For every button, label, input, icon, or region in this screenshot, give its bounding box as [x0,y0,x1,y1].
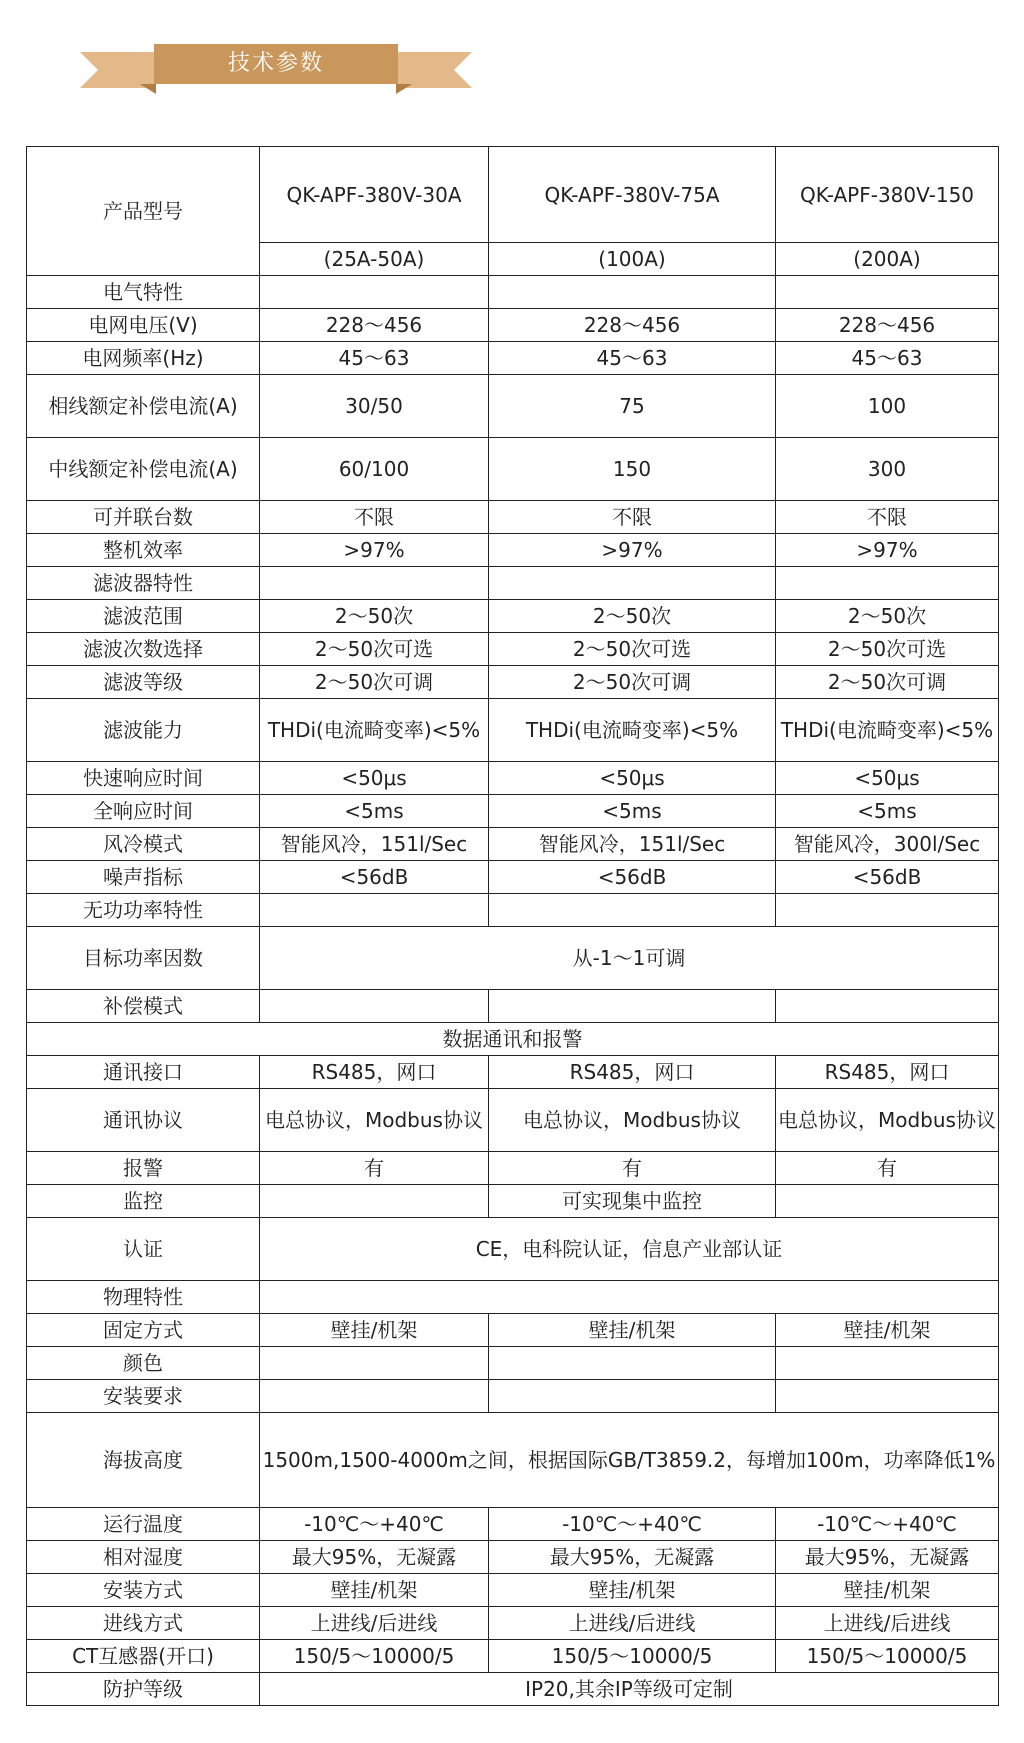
table-row [27,1607,999,1640]
value-cell: 228～456 [489,309,776,342]
model-cell: QK-APF-380V-75A [489,147,776,243]
current-cell: (100A) [489,243,776,276]
row-label: 报警 [27,1152,260,1185]
value-cell: 300 [776,438,999,501]
value-cell: 45～63 [776,342,999,375]
row-label: 颜色 [27,1347,260,1380]
row-label: 认证 [27,1218,260,1281]
table-row [27,1413,999,1508]
value-cell [489,567,776,600]
row-label: 风冷模式 [27,828,260,861]
merged-value-cell [260,1281,999,1314]
spec-table [26,146,999,1706]
table-row [27,309,999,342]
row-label: 整机效率 [27,534,260,567]
row-label: 滤波器特性 [27,567,260,600]
value-cell: 上进线/后进线 [489,1607,776,1640]
table-row [27,1056,999,1089]
row-label: 物理特性 [27,1281,260,1314]
value-cell: <50μs [489,762,776,795]
value-cell: 不限 [260,501,489,534]
table-row [27,1380,999,1413]
value-cell: 壁挂/机架 [489,1314,776,1347]
table-row [27,1185,999,1218]
value-cell [776,1347,999,1380]
value-cell: 可实现集中监控 [489,1185,776,1218]
row-label: 电网电压(V) [27,309,260,342]
value-cell: 2～50次 [776,600,999,633]
value-cell: <56dB [776,861,999,894]
table-row [27,342,999,375]
value-cell: 有 [776,1152,999,1185]
value-cell [776,1380,999,1413]
value-cell: 100 [776,375,999,438]
value-cell [260,1185,489,1218]
value-cell: 2～50次可选 [489,633,776,666]
value-cell: 45～63 [260,342,489,375]
value-cell: -10℃～+40℃ [776,1508,999,1541]
value-cell: 2～50次可调 [260,666,489,699]
row-label: 安装要求 [27,1380,260,1413]
table-row [27,438,999,501]
value-cell [260,1380,489,1413]
row-label: 防护等级 [27,1673,260,1706]
value-cell: 上进线/后进线 [776,1607,999,1640]
row-label: 相线额定补偿电流(A) [27,375,260,438]
table-row [27,1152,999,1185]
value-cell: 电总协议，Modbus协议 [260,1089,489,1152]
row-label: CT互感器(开口) [27,1640,260,1673]
value-cell: 150/5～10000/5 [260,1640,489,1673]
table-row [27,894,999,927]
current-cell: (200A) [776,243,999,276]
value-cell: 150 [489,438,776,501]
merged-value-cell: CE，电科院认证，信息产业部认证 [260,1218,999,1281]
row-label: 可并联台数 [27,501,260,534]
header-label: 产品型号 [27,147,260,276]
row-label: 相对湿度 [27,1541,260,1574]
row-label: 滤波等级 [27,666,260,699]
merged-value-cell: 1500m,1500-4000m之间，根据国际GB/T3859.2，每增加100m，功率降低1% [260,1413,999,1508]
value-cell: 壁挂/机架 [776,1574,999,1607]
row-label: 通讯协议 [27,1089,260,1152]
value-cell: 60/100 [260,438,489,501]
table-row [27,990,999,1023]
value-cell: <56dB [260,861,489,894]
value-cell [776,567,999,600]
value-cell: THDi(电流畸变率)<5% [260,699,489,762]
table-row [27,1023,999,1056]
row-label: 通讯接口 [27,1056,260,1089]
value-cell: 228～456 [776,309,999,342]
row-label: 监控 [27,1185,260,1218]
table-row [27,276,999,309]
value-cell [489,894,776,927]
value-cell: RS485，网口 [489,1056,776,1089]
value-cell: THDi(电流畸变率)<5% [489,699,776,762]
table-row [27,666,999,699]
table-row [27,1281,999,1314]
value-cell: <5ms [260,795,489,828]
value-cell: 45～63 [489,342,776,375]
value-cell: -10℃～+40℃ [260,1508,489,1541]
row-label: 快速响应时间 [27,762,260,795]
value-cell: -10℃～+40℃ [489,1508,776,1541]
value-cell: <50μs [260,762,489,795]
value-cell [260,567,489,600]
row-label: 无功功率特性 [27,894,260,927]
model-cell: QK-APF-380V-150 [776,147,999,243]
table-row [27,1673,999,1706]
value-cell: 2～50次可选 [260,633,489,666]
table-row [27,1089,999,1152]
table-row [27,1574,999,1607]
row-label: 噪声指标 [27,861,260,894]
value-cell: 不限 [489,501,776,534]
value-cell: 壁挂/机架 [776,1314,999,1347]
table-row [27,600,999,633]
value-cell: 壁挂/机架 [260,1574,489,1607]
value-cell: 最大95%，无凝露 [776,1541,999,1574]
value-cell: 电总协议，Modbus协议 [776,1089,999,1152]
table-row [27,1640,999,1673]
value-cell: <50μs [776,762,999,795]
value-cell: 智能风冷，300l/Sec [776,828,999,861]
row-label: 海拔高度 [27,1413,260,1508]
value-cell: 有 [489,1152,776,1185]
value-cell [489,1347,776,1380]
value-cell: 228～456 [260,309,489,342]
value-cell: <56dB [489,861,776,894]
table-row [27,927,999,990]
table-row [27,795,999,828]
value-cell [776,276,999,309]
value-cell: 智能风冷，151l/Sec [260,828,489,861]
table-row [27,375,999,438]
row-label: 电网频率(Hz) [27,342,260,375]
value-cell: 电总协议，Modbus协议 [489,1089,776,1152]
row-label: 目标功率因数 [27,927,260,990]
row-label: 滤波次数选择 [27,633,260,666]
model-cell: QK-APF-380V-30A [260,147,489,243]
table-row [27,861,999,894]
value-cell [776,1185,999,1218]
table-row [27,1314,999,1347]
value-cell: 有 [260,1152,489,1185]
row-label: 固定方式 [27,1314,260,1347]
value-cell: 上进线/后进线 [260,1607,489,1640]
table-row [27,699,999,762]
value-cell: 2～50次可调 [776,666,999,699]
value-cell: THDi(电流畸变率)<5% [776,699,999,762]
value-cell: RS485，网口 [776,1056,999,1089]
value-cell: 不限 [776,501,999,534]
row-label: 全响应时间 [27,795,260,828]
value-cell [489,276,776,309]
value-cell: 壁挂/机架 [260,1314,489,1347]
row-label: 运行温度 [27,1508,260,1541]
merged-value-cell: IP20,其余IP等级可定制 [260,1673,999,1706]
value-cell [260,1347,489,1380]
banner-title: 技术参数 [227,51,324,76]
table-row [27,1347,999,1380]
row-label: 补偿模式 [27,990,260,1023]
value-cell: 2～50次可调 [489,666,776,699]
section-banner [80,44,472,96]
value-cell: 最大95%，无凝露 [260,1541,489,1574]
row-label: 电气特性 [27,276,260,309]
value-cell [489,990,776,1023]
value-cell [489,1380,776,1413]
current-cell: (25A-50A) [260,243,489,276]
value-cell: 2～50次可选 [776,633,999,666]
value-cell: >97% [776,534,999,567]
table-row [27,762,999,795]
row-label: 滤波能力 [27,699,260,762]
value-cell [260,894,489,927]
value-cell: 2～50次 [489,600,776,633]
table-row [27,828,999,861]
value-cell: 最大95%，无凝露 [489,1541,776,1574]
value-cell [776,990,999,1023]
value-cell: 150/5～10000/5 [489,1640,776,1673]
value-cell [260,276,489,309]
value-cell: 30/50 [260,375,489,438]
header-row-models [27,147,999,243]
row-label: 滤波范围 [27,600,260,633]
section-heading: 数据通讯和报警 [27,1023,999,1056]
value-cell: RS485，网口 [260,1056,489,1089]
row-label: 中线额定补偿电流(A) [27,438,260,501]
value-cell: 150/5～10000/5 [776,1640,999,1673]
table-row [27,633,999,666]
row-label: 安装方式 [27,1574,260,1607]
value-cell: <5ms [776,795,999,828]
value-cell: 2～50次 [260,600,489,633]
row-label: 进线方式 [27,1607,260,1640]
value-cell [260,990,489,1023]
table-row [27,1508,999,1541]
table-row [27,501,999,534]
value-cell: 智能风冷，151l/Sec [489,828,776,861]
table-row [27,534,999,567]
value-cell: >97% [260,534,489,567]
value-cell: >97% [489,534,776,567]
value-cell: <5ms [489,795,776,828]
value-cell: 75 [489,375,776,438]
table-row [27,567,999,600]
value-cell: 壁挂/机架 [489,1574,776,1607]
merged-value-cell: 从-1～1可调 [260,927,999,990]
value-cell [776,894,999,927]
table-row [27,1541,999,1574]
table-row [27,1218,999,1281]
